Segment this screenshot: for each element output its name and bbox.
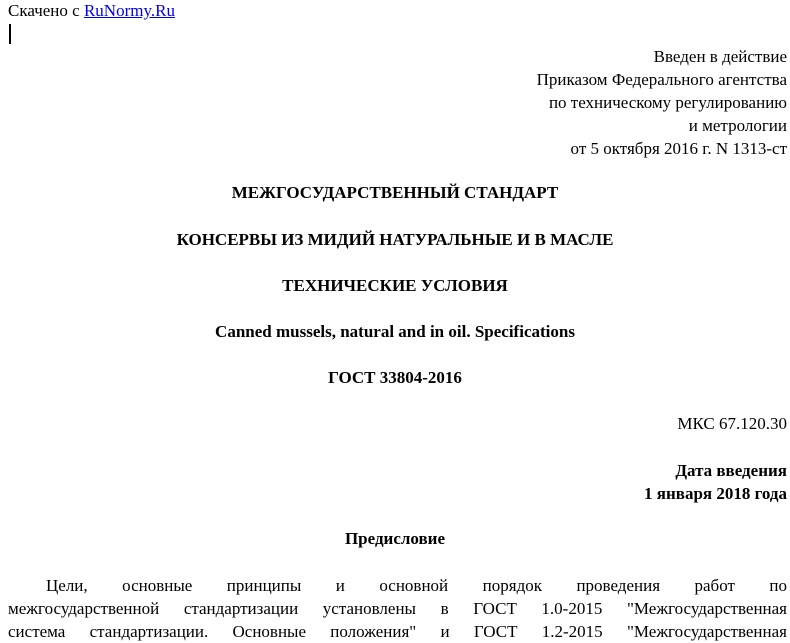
paragraph-line: межгосударственной стандартизации установлены в ГОСТ 1.0-2015 "Межгосударственная: [8, 599, 787, 618]
intro-date-value: 1 января 2018 года: [644, 484, 787, 503]
foreword-paragraph: [8, 574, 787, 643]
intro-date-label: Дата введения: [675, 461, 787, 480]
english-title: Canned mussels, natural and in oil. Specifications: [215, 322, 575, 341]
enactment-line: Приказом Федерального агентства: [536, 70, 787, 89]
text-cursor: [9, 24, 11, 44]
enactment-line: и метрологии: [688, 116, 787, 135]
source-prefix: Скачено с: [8, 1, 84, 20]
foreword-heading: Предисловие: [344, 529, 446, 548]
enactment-line: Введен в действие: [653, 47, 787, 66]
enactment-line: от 5 октября 2016 г. N 1313-ст: [570, 139, 787, 158]
source-line: [8, 1, 175, 21]
enactment-line: по техническому регулированию: [548, 93, 787, 112]
paragraph-line: система стандартизации. Основные положения" и ГОСТ 1.2-2015 "Межгосударственная: [8, 622, 787, 641]
mks-code: МКС 67.120.30: [677, 414, 787, 433]
enactment-block: [537, 45, 787, 160]
document-title: КОНСЕРВЫ ИЗ МИДИЙ НАТУРАЛЬНЫЕ И В МАСЛЕ: [176, 230, 614, 249]
document-subtitle: ТЕХНИЧЕСКИЕ УСЛОВИЯ: [282, 276, 508, 295]
gost-designation: ГОСТ 33804-2016: [328, 368, 462, 387]
standard-type-heading: МЕЖГОСУДАРСТВЕННЫЙ СТАНДАРТ: [231, 183, 559, 202]
source-link[interactable]: RuNormy.Ru: [83, 1, 175, 20]
paragraph-line: Цели, основные принципы и основной порядок проведения работ по: [46, 576, 787, 595]
